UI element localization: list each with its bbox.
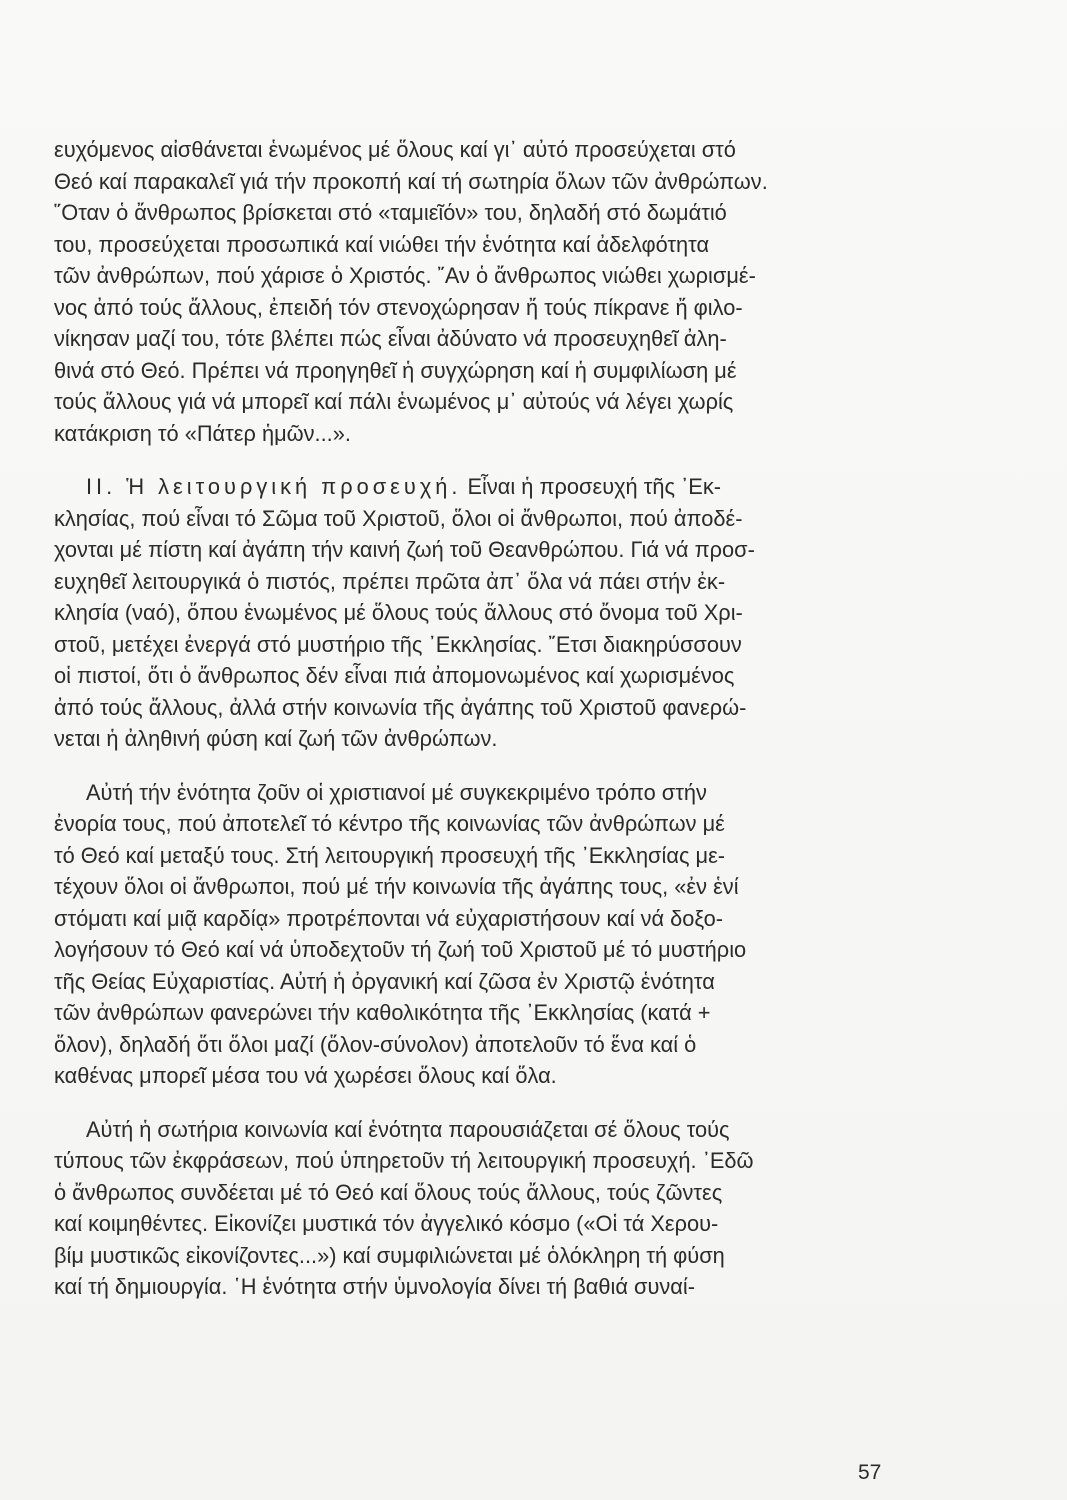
section-heading: ΙΙ. Ἡ λειτουργική προσευχή. bbox=[86, 474, 462, 499]
paragraph-4: Αὐτή ἡ σωτήρια κοινωνία καί ἑνότητα παρουσιάζεται σέ ὅλους τούς τύπους τῶν ἐκφράσεων, πού ὑπηρετοῦν τή λειτουργική προσευχή. ᾽Εδῶ ὁ ἄνθρωπος συνδέεται μέ τό Θεό καί ὅλους τούς ἄλλους, τούς ζῶντες καί κοιμηθέντες. Εἰκονίζει μυστικά τόν ἀγγελικό κόσμο («Οἱ τά Χερου- βίμ μυστικῶς εἰκονίζοντες...») καί συμφιλιώνεται μέ ὁλόκληρη τή φύση καί τή δημιουργία. ῾Η ἑνότητα στήν ὑμνολογία δίνει τή βαθιά συναί- bbox=[54, 1116, 754, 1299]
paragraph-gap bbox=[54, 449, 894, 471]
paragraph-2-text: Εἶναι ἡ προσευχή τῆς ᾽Εκ- κλησίας, πού εἶναι τό Σῶμα τοῦ Χριστοῦ, ὅλοι οἱ ἄνθρωποι, πού ἀποδέ- χονται μέ πίστη καί ἀγάπη τήν καινή ζωή τοῦ Θεανθρώπου. Γιά νά προσ- ευχηθεῖ λειτουργικά ὁ πιστός, πρέπει πρῶτα ἀπ᾽ ὅλα νά πάει στήν ἐκ- κλησία (ναό), ὅπου ἑνωμένος μέ ὅλους τούς ἄλλους στό ὄνομα τοῦ Χρι- στοῦ, μετέχει ἐνεργά στό μυστήριο τῆς ᾽Εκκλησίας. ῎Ετσι διακηρύσσουν οἱ πιστοί, ὅτι ὁ ἄνθρωπος δέν εἶναι πιά ἀπομονωμένος καί χωρισμένος ἀπό τούς ἄλλους, ἀλλά στήν κοινωνία τῆς ἀγάπης τοῦ Χριστοῦ φανερώ- νεται ἡ ἀληθινή φύση καί ζωή τῶν ἀνθρώπων. bbox=[54, 474, 755, 751]
paragraph-2 bbox=[54, 471, 894, 755]
body-text bbox=[54, 134, 894, 1303]
paragraph-gap bbox=[54, 1092, 894, 1114]
page-number: 57 bbox=[858, 1461, 882, 1484]
paragraph-3: Αὐτή τήν ἑνότητα ζοῦν οἱ χριστιανοί μέ συγκεκριμένο τρόπο στήν ἐνορία τους, πού ἀποτελεῖ τό κέντρο τῆς κοινωνίας τῶν ἀνθρώπων μέ τό Θεό καί μεταξύ τους. Στή λειτουργική προσευχή τῆς ᾽Εκκλησίας με- τέχουν ὅλοι οἱ ἄνθρωποι, πού μέ τήν κοινωνία τῆς ἀγάπης τους, «ἐν ἑνί στόματι καί μιᾷ καρδίᾳ» προτρέπονται νά εὐχαριστήσουν καί νά δοξο- λογήσουν τό Θεό καί νά ὑποδεχτοῦν τή ζωή τοῦ Χριστοῦ μέ τό μυστήριο τῆς Θείας Εὐχαριστίας. Αὐτή ἡ ὀργανική καί ζῶσα ἐν Χριστῷ ἑνότητα τῶν ἀνθρώπων φανερώνει τήν καθολικότητα τῆς ᾽Εκκλησίας (κατά + ὅλον), δηλαδή ὅτι ὅλοι μαζί (ὅλον-σύνολον) ἀποτελοῦν τό ἕνα καί ὁ καθένας μπορεῖ μέσα του νά χωρέσει ὅλους καί ὅλα. bbox=[54, 779, 747, 1088]
paragraph-1: ευχόμενος αἰσθάνεται ἑνωμένος μέ ὅλους καί γι᾽ αὐτό προσεύχεται στό Θεό καί παρακαλεῖ γιά τήν προκοπή καί τή σωτηρία ὅλων τῶν ἀνθρώπων. ῞Οταν ὁ ἄνθρωπος βρίσκεται στό «ταμιεῖόν» του, δηλαδή στό δωμάτιό του, προσεύχεται προσωπικά καί νιώθει τήν ἑνότητα καί ἀδελφότητα τῶν ἀνθρώπων, πού χάρισε ὁ Χριστός. ῎Αν ὁ ἄνθρωπος νιώθει χωρισμέ- νος ἀπό τούς ἄλλους, ἐπειδή τόν στενοχώρησαν ἤ τούς πίκρανε ἤ φιλο- νίκησαν μαζί του, τότε βλέπει πώς εἶναι ἀδύνατο νά προσευχηθεῖ ἀλη- θινά στό Θεό. Πρέπει νά προηγηθεῖ ἡ συγχώρηση καί ἡ συμφιλίωση μέ τούς ἄλλους γιά νά μπορεῖ καί πάλι ἑνωμένος μ᾽ αὐτούς νά λέγει χωρίς κατάκριση τό «Πάτερ ἡμῶν...». bbox=[54, 137, 768, 446]
paragraph-gap bbox=[54, 755, 894, 777]
